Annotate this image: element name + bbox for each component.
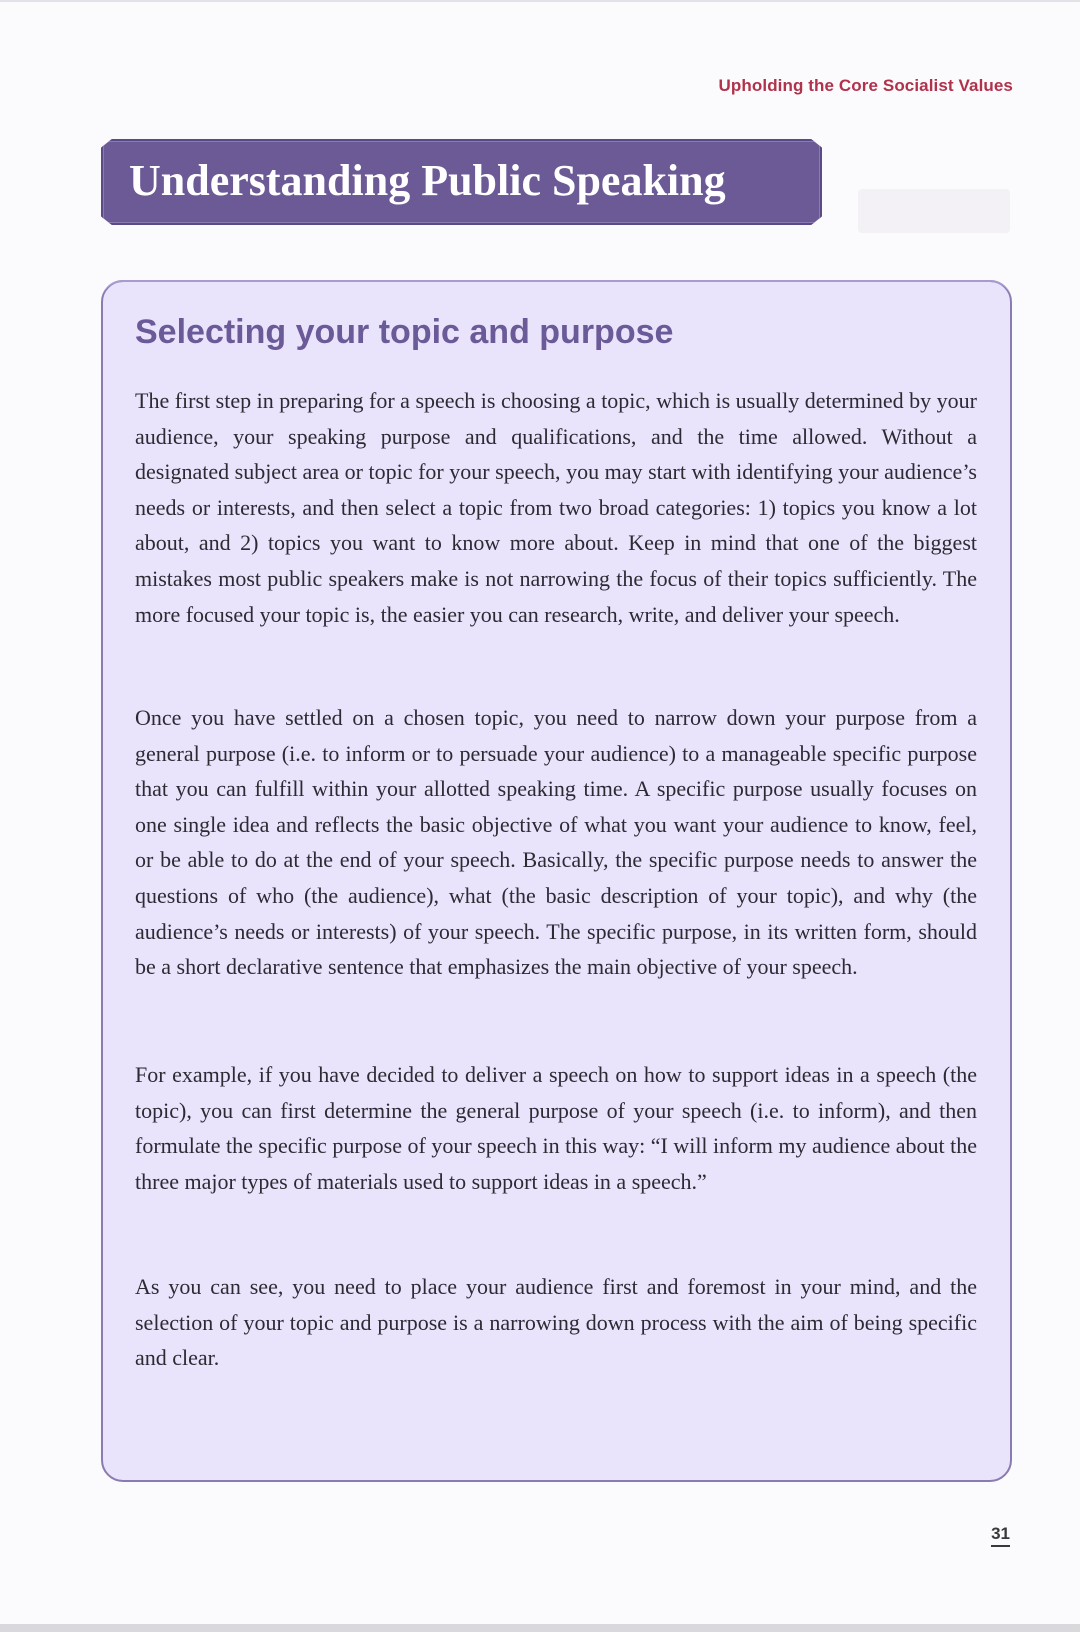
body-paragraph-1: The first step in preparing for a speech is choosing a topic, which is usually determined by your audience, your speaking purpose and qualifications, and the time allowed. Without a designated subject area or topic for your speech, you may start with identifying your audience’s needs or interests, and then select a topic from two broad categories: 1) topics you know a lot about, and 2) topics you want to know more about. Keep in mind that one of the biggest mistakes most public speakers make is not narrowing the focus of their topics sufficiently. The more focused your topic is, the easier you can research, write, and deliver your speech. (135, 388, 977, 627)
bleed-through-tab (858, 189, 1010, 233)
section-heading: Selecting your topic and purpose (135, 313, 674, 351)
page-top-edge (0, 0, 1080, 2)
running-header: Upholding the Core Socialist Values (718, 76, 1013, 95)
page-number: 31 (991, 1524, 1010, 1547)
body-paragraph-4: As you can see, you need to place your audience first and foremost in your mind, and the selection of your topic and purpose is a narrowing down process with the aim of being specific and clear. (135, 1274, 977, 1371)
chapter-title: Understanding Public Speaking (129, 156, 726, 205)
page-bottom-edge (0, 1624, 1080, 1632)
body-paragraph-2: Once you have settled on a chosen topic, you need to narrow down your purpose from a general purpose (i.e. to inform or to persuade your audience) to a manageable specific purpose that you can fulfill within your allotted speaking time. A specific purpose usually focuses on one single idea and reflects the basic objective of what you want your audience to know, feel, or be able to do at the end of your speech. Basically, the specific purpose needs to answer the questions of who (the audience), what (the basic description of your topic), and why (the audience’s needs or interests) of your speech. The specific purpose, in its written form, should be a short declarative sentence that emphasizes the main objective of your speech. (135, 705, 977, 980)
body-paragraph-3: For example, if you have decided to deliver a speech on how to support ideas in a speech (the topic), you can first determine the general purpose of your speech (i.e. to inform), and then formulate the specific purpose of your speech in this way: “I will inform my audience about the three major types of materials used to support ideas in a speech.” (135, 1062, 977, 1194)
